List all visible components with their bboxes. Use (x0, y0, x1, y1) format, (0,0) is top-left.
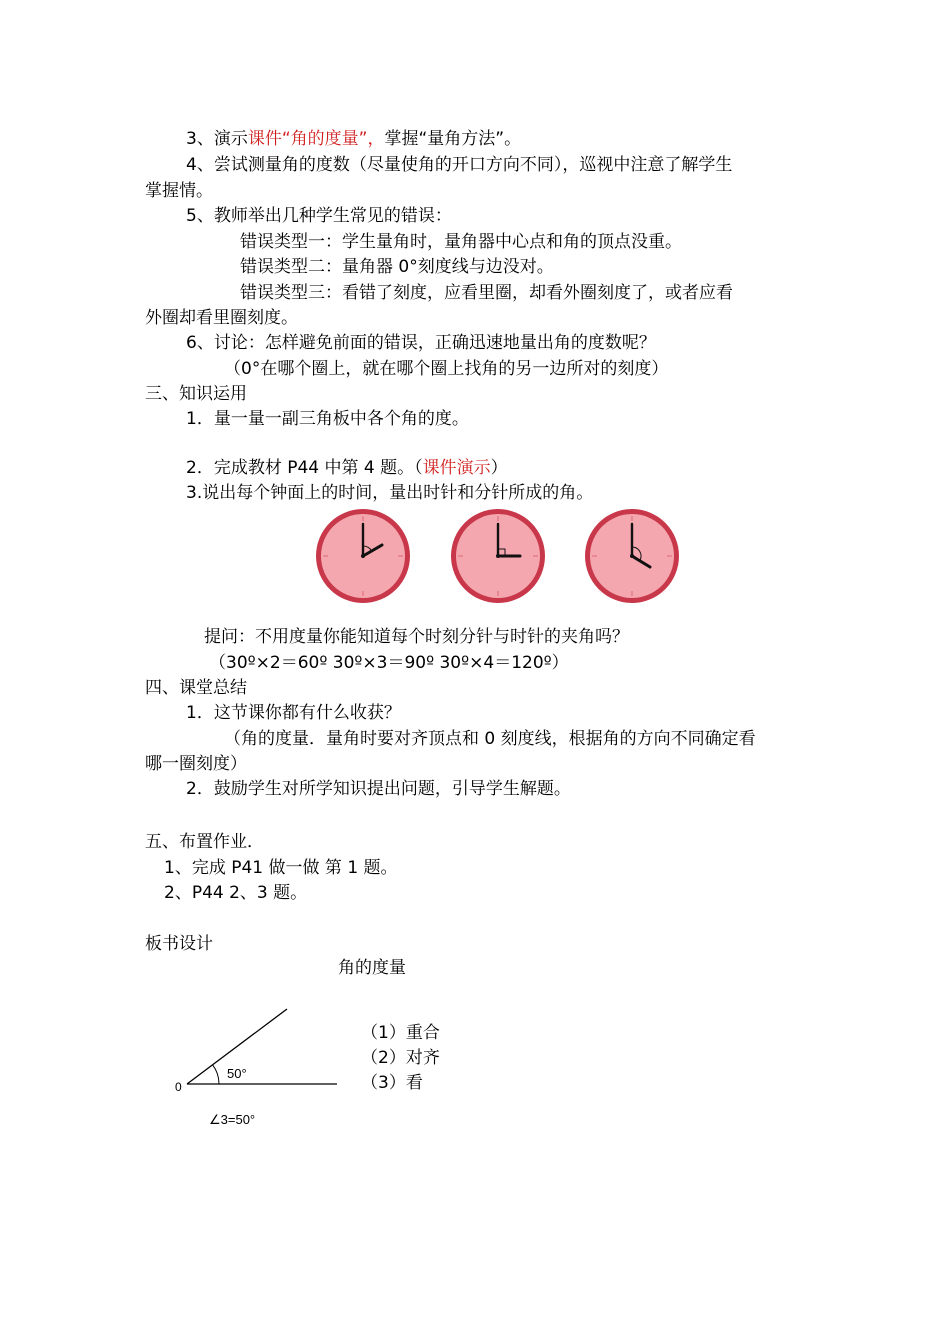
board-point-1: （1）重合 (361, 1023, 440, 1043)
section-3-heading: 三、知识运用 (145, 384, 247, 404)
board-point-3: （3）看 (361, 1073, 423, 1093)
section-4-heading: 四、课堂总结 (145, 678, 247, 698)
courseware-demo-text: 课件演示 (422, 458, 491, 478)
step-6-line: 6、讨论：怎样避免前面的错误，正确迅速地量出角的度数呢？ (186, 333, 656, 353)
clock-icon-3-oclock (448, 506, 548, 606)
step-4-line: 4、尝试测量角的度数（尽量使角的开口方向不同），巡视中注意了解学生 (186, 155, 733, 175)
courseware-link-text: 课件“角的度量”， (247, 129, 385, 149)
error-type-1: 错误类型一：学生量角时，量角器中心点和角的顶点没重。 (240, 232, 682, 252)
question-line: 提问：不用度量你能知道每个时刻分针与时针的夹角吗？ (204, 627, 629, 647)
step-3-text-end: 掌握“量角方法”。 (384, 129, 522, 149)
summary-answer: （角的度量．量角时要对齐顶点和 0 刻度线，根据角的方向不同确定看 (224, 729, 756, 749)
angle-diagram (165, 1000, 355, 1135)
vertex-label: 0 (175, 1080, 182, 1094)
board-point-2: （2）对齐 (361, 1048, 440, 1068)
board-design-heading: 板书设计 (145, 934, 213, 954)
clock-icon-4-oclock (582, 506, 682, 606)
error-type-3: 错误类型三：看错了刻度，应看里圈，却看外圈刻度了，或者应看 (240, 283, 733, 303)
clock-icon-2-oclock (313, 506, 413, 606)
summary-answer-cont: 哪一圈刻度） (145, 754, 247, 774)
summary-item-2: 2．鼓励学生对所学知识提出问题，引导学生解题。 (186, 779, 571, 799)
angle-degree-label: 50° (227, 1066, 247, 1081)
exercise-1: 1．量一量一副三角板中各个角的度。 (186, 409, 469, 429)
summary-question: 1．这节课你都有什么收获？ (186, 703, 401, 723)
answer-line: （30º×2＝60º 30º×3＝90º 30º×4＝120º） (209, 653, 569, 673)
step-3-text: 3、演示 (186, 129, 248, 149)
section-5-heading: 五、布置作业． (145, 832, 264, 852)
board-title: 角的度量 (338, 958, 406, 978)
angle-caption: ∠3=50° (209, 1112, 256, 1127)
exercise-2-text-end: ） (490, 458, 508, 478)
error-type-2: 错误类型二：量角器 0°刻度线与边没对。 (240, 257, 554, 277)
exercise-2-text: 2．完成教材 P44 中第 4 题。（ (186, 458, 423, 478)
homework-2: 2、P44 2、3 题。 (164, 883, 308, 903)
step-6-hint: （0°在哪个圈上，就在哪个圈上找角的另一边所对的刻度） (224, 359, 669, 379)
step-4-line-cont: 掌握情。 (145, 181, 213, 201)
step-3-line (186, 127, 521, 151)
exercise-2-line (186, 456, 508, 480)
angle-arc (213, 1065, 219, 1084)
error-type-3-cont: 外圈却看里圈刻度。 (145, 308, 298, 328)
homework-1: 1、完成 P41 做一做 第 1 题。 (164, 858, 398, 878)
exercise-3: 3.说出每个钟面上的时间，量出时针和分针所成的角。 (186, 483, 594, 503)
step-5-line: 5、教师举出几种学生常见的错误： (186, 206, 452, 226)
